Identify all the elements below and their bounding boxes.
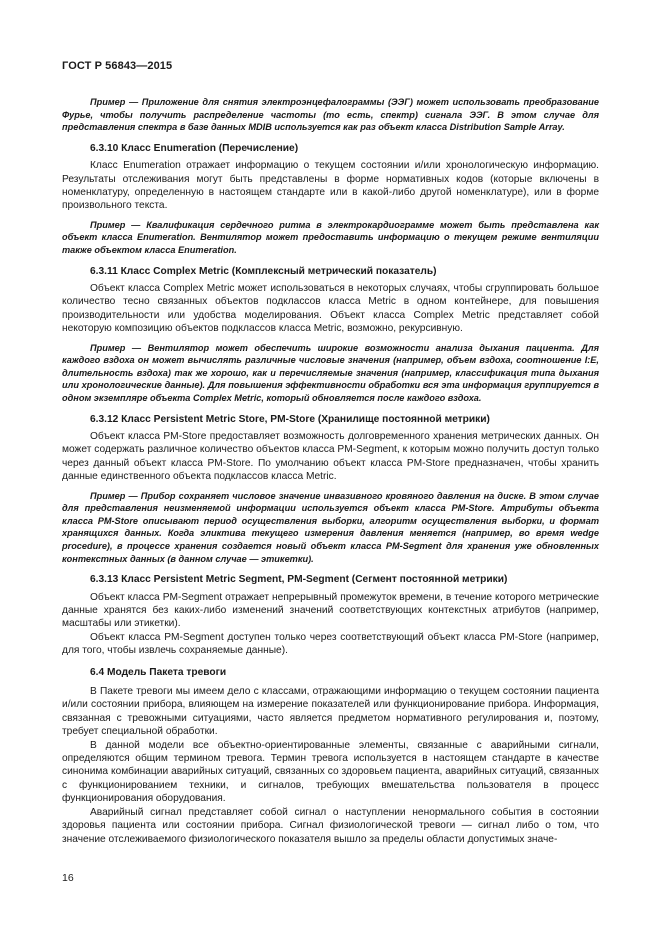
paragraph-6-3-11: Объект класса Complex Metric может использоваться в некоторых случаях, чтобы сгруппировать большое количество тесно связанных объектов подклассов класса Metric в одном контейнере, для повышения производительности или удобства моделирования. Объект класса Complex Metric представляет собой некоторую композицию объектов подклассов класса Metric, возможно, рекурсивную.: [62, 283, 599, 335]
section-heading-6-3-12: 6.3.12 Класс Persistent Metric Store, PM-Store (Хранилище постоянной метрики): [90, 413, 490, 425]
standard-designation: ГОСТ Р 56843—2015: [62, 60, 173, 72]
paragraph-6-4-b: В данной модели все объектно-ориентированные элементы, связанные с аварийными сигнали, определяются общим термином тревога. Термин тревога используется в настоящем стандарте в качестве синонима комбинации аварийных ситуаций, связанных со здоровьем пациента, аварийных ситуаций, связанных с функционированием техники, и сигналов, требующих вмешательства пользователя в процесс функционирования оборудования.: [62, 739, 599, 805]
example-6-3-11: Пример — Вентилятор может обеспечить широкие возможности анализа дыхания пациента. Для каждого вздоха он может вычислять различные числовые значения (например, объем вздоха, соотношение I:E, длительность вздоха) так же хорошо, как и перечисляемые значения (например, классификация типа дыхания или хронологические данные). Для повышения эффективности обработки вся эта информация группируется в одном экземпляре объекта Complex Metric, который обновляется после каждого вздоха.: [62, 342, 599, 403]
example-6-3-12: Пример — Прибор сохраняет числовое значение инвазивного кровяного давления на диске. В этом случае для представления неизменяемой информации используется объект класса PM-Store. Атрибуты объекта класса PM-Store описывают период осуществления выборки, алгоритм осуществления выборки, и формат хранящихся данных. Когда эликтива текущего измерения давления меняется (например, во время wedge procedure), в процессе хранения создается новый объект класса PM-Segment для хранения уже обновленных контекстных данных (в данном случае — этикетки).: [62, 490, 599, 564]
example-eeg: Пример — Приложение для снятия электроэнцефалограммы (ЭЭГ) может использовать преобразование Фурье, чтобы получить распределение частоты (то есть, спектр) сигнала ЭЭГ. В этом случае для представления спектра в базе данных MDIB используется как раз объект класса Distribution Sample Array.: [62, 97, 599, 133]
section-heading-6-4: 6.4 Модель Пакета тревоги: [90, 666, 227, 678]
section-heading-6-3-10: 6.3.10 Класс Enumeration (Перечисление): [90, 142, 299, 154]
paragraph-6-3-12: Объект класса PM-Store предоставляет возможность долговременного хранения метрических данных. Он может содержать различное количество объектов класса PM-Segment, к которым можно получить доступ только через данный объект класса PM-Store. По умолчанию объект класса PM-Store предназначен, чтобы хранить данные единственного объекта подклассов класса Metric.: [62, 431, 599, 483]
paragraph-6-3-13-b: Объект класса PM-Segment доступен только через соответствующий объект класса PM-Store (например, для того, чтобы извлечь сохраняемые данные).: [62, 631, 599, 657]
paragraph-6-3-13-a: Объект класса PM-Segment отражает непрерывный промежуток времени, в течение которого метрические данные хранятся без каких-либо изменений значений соответствующих контекстных атрибутов (например, масштабы или этикетки).: [62, 591, 599, 630]
paragraph-6-4-c: Аварийный сигнал представляет собой сигнал о наступлении ненормального события в состоянии здоровья пациента или состоянии прибора. Сигнал физиологической тревоги — сигнал либо о том, что значение отслеживаемого физиологического показателя вышло за пределы области допустимых значе-: [62, 806, 599, 845]
example-6-3-10: Пример — Квалификация сердечного ритма в электрокардиограмме может быть представлена как объект класса Enumeration. Вентилятор может предоставить информацию о текущем режиме вентиляции также объектом класса Enumeration.: [62, 219, 599, 255]
paragraph-6-3-10: Класс Enumeration отражает информацию о текущем состоянии и/или хронологическую информацию. Результаты отслеживания могут быть представлены в форме нормативных кодов (которые включены в номенклатуру, определенную в настоящем стандарте или в какой-либо другой номенклатуре), или в форме произвольного текста.: [62, 160, 599, 212]
section-heading-6-3-13: 6.3.13 Класс Persistent Metric Segment, PM-Segment (Сегмент постоянной метрики): [90, 574, 508, 586]
paragraph-6-4-a: В Пакете тревоги мы имеем дело с классами, отражающими информацию о текущем состоянии пациента и/или состоянии прибора, влияющем на измерение показателей или функционирование прибора. Информация, связанная с тревожными ситуациями, часто является предметом нормативного регулирования и, поэтому, требует специальной обработки.: [62, 686, 599, 738]
section-heading-6-3-11: 6.3.11 Класс Complex Metric (Комплексный метрический показатель): [90, 265, 437, 277]
page-number: 16: [62, 872, 74, 884]
page-content: [62, 96, 599, 846]
